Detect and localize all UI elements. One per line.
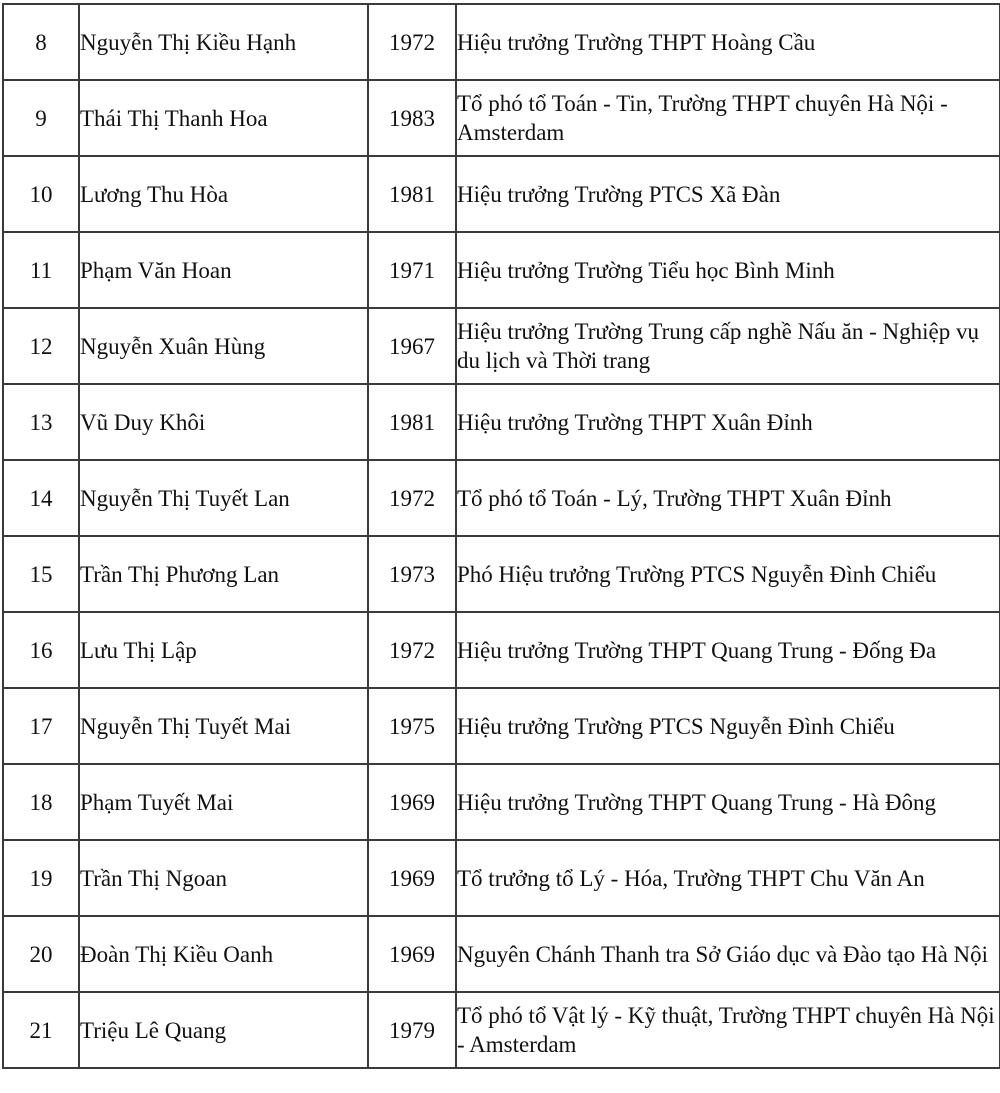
row-number: 15 [3,536,79,612]
birth-year: 1975 [368,688,456,764]
position-workplace: Tổ phó tổ Toán - Tin, Trường THPT chuyên Hà Nội - Amsterdam [456,80,1000,156]
birth-year: 1969 [368,764,456,840]
row-number: 17 [3,688,79,764]
position-workplace: Nguyên Chánh Thanh tra Sở Giáo dục và Đào tạo Hà Nội [456,916,1000,992]
position-workplace: Tổ phó tổ Toán - Lý, Trường THPT Xuân Đỉnh [456,460,1000,536]
person-name: Lương Thu Hòa [79,156,368,232]
birth-year: 1972 [368,612,456,688]
position-workplace: Hiệu trưởng Trường THPT Xuân Đỉnh [456,384,1000,460]
table-row [3,840,1000,916]
person-name: Vũ Duy Khôi [79,384,368,460]
row-number: 20 [3,916,79,992]
table-row [3,992,1000,1068]
personnel-table [2,3,1000,1069]
person-name: Lưu Thị Lập [79,612,368,688]
birth-year: 1969 [368,840,456,916]
position-workplace: Tổ trưởng tổ Lý - Hóa, Trường THPT Chu Văn An [456,840,1000,916]
row-number: 18 [3,764,79,840]
position-workplace: Hiệu trưởng Trường PTCS Xã Đàn [456,156,1000,232]
table-row [3,308,1000,384]
birth-year: 1967 [368,308,456,384]
table-row [3,156,1000,232]
row-number: 9 [3,80,79,156]
person-name: Nguyễn Thị Kiều Hạnh [79,4,368,80]
row-number: 19 [3,840,79,916]
position-workplace: Hiệu trưởng Trường THPT Quang Trung - Hà Đông [456,764,1000,840]
table-row [3,232,1000,308]
position-workplace: Hiệu trưởng Trường THPT Hoàng Cầu [456,4,1000,80]
position-workplace: Hiệu trưởng Trường PTCS Nguyễn Đình Chiểu [456,688,1000,764]
row-number: 11 [3,232,79,308]
person-name: Nguyễn Thị Tuyết Lan [79,460,368,536]
row-number: 14 [3,460,79,536]
position-workplace: Hiệu trưởng Trường Trung cấp nghề Nấu ăn - Nghiệp vụ du lịch và Thời trang [456,308,1000,384]
person-name: Đoàn Thị Kiều Oanh [79,916,368,992]
row-number: 16 [3,612,79,688]
person-name: Trần Thị Phương Lan [79,536,368,612]
table-row [3,612,1000,688]
birth-year: 1971 [368,232,456,308]
row-number: 13 [3,384,79,460]
person-name: Triệu Lê Quang [79,992,368,1068]
row-number: 10 [3,156,79,232]
birth-year: 1972 [368,4,456,80]
position-workplace: Phó Hiệu trưởng Trường PTCS Nguyễn Đình Chiểu [456,536,1000,612]
table-row [3,536,1000,612]
table-row [3,4,1000,80]
table-row [3,460,1000,536]
birth-year: 1981 [368,384,456,460]
birth-year: 1981 [368,156,456,232]
person-name: Thái Thị Thanh Hoa [79,80,368,156]
position-workplace: Tổ phó tổ Vật lý - Kỹ thuật, Trường THPT chuyên Hà Nội - Amsterdam [456,992,1000,1068]
person-name: Nguyễn Thị Tuyết Mai [79,688,368,764]
table-row [3,80,1000,156]
row-number: 12 [3,308,79,384]
table-row [3,916,1000,992]
position-workplace: Hiệu trưởng Trường Tiểu học Bình Minh [456,232,1000,308]
person-name: Phạm Văn Hoan [79,232,368,308]
table-row [3,384,1000,460]
birth-year: 1973 [368,536,456,612]
person-name: Trần Thị Ngoan [79,840,368,916]
person-name: Phạm Tuyết Mai [79,764,368,840]
birth-year: 1979 [368,992,456,1068]
birth-year: 1983 [368,80,456,156]
birth-year: 1972 [368,460,456,536]
birth-year: 1969 [368,916,456,992]
table-row [3,688,1000,764]
row-number: 21 [3,992,79,1068]
table-row [3,764,1000,840]
position-workplace: Hiệu trưởng Trường THPT Quang Trung - Đống Đa [456,612,1000,688]
row-number: 8 [3,4,79,80]
person-name: Nguyễn Xuân Hùng [79,308,368,384]
